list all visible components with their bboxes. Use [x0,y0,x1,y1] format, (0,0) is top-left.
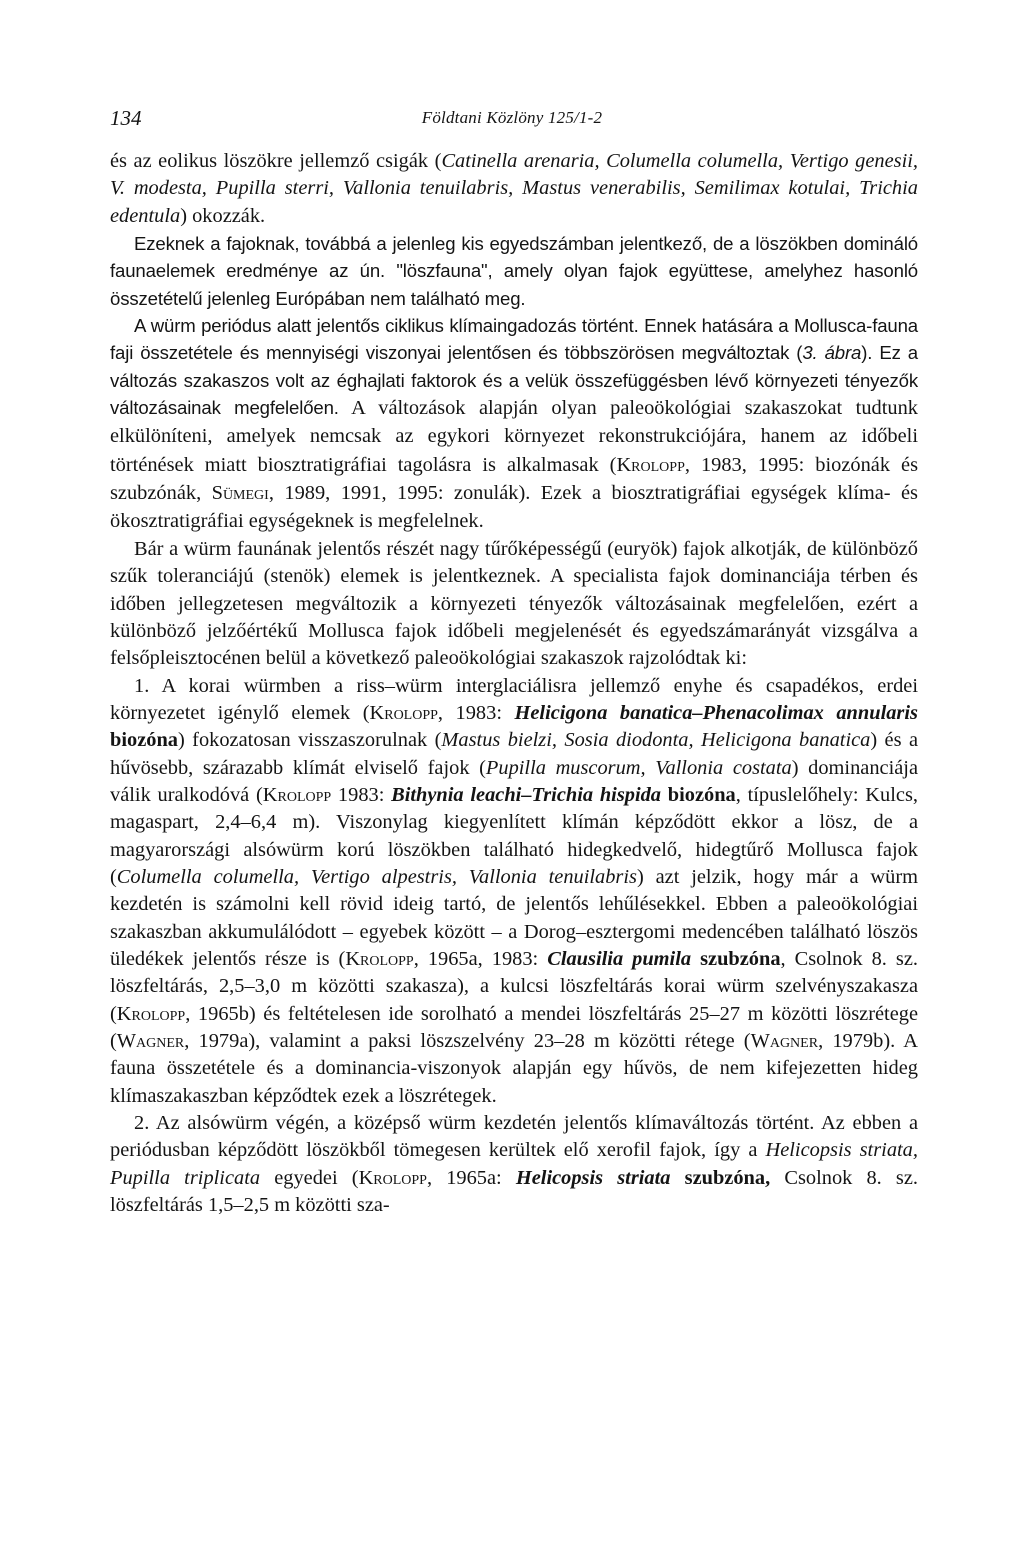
page-header [110,106,914,134]
text-run: Wagner [116,1030,185,1052]
text-run: Krolopp [345,947,414,970]
paragraph [110,230,918,312]
text-run: egyedei ( [260,1166,359,1189]
text-run: Helicopsis striata, Pupilla triplicata [110,1139,918,1189]
text-run: 3. ábra [802,342,862,364]
text-run: szubzóna, [670,1166,771,1189]
text-run: Krolopp [116,1002,186,1025]
body-text [110,148,918,1219]
text-run: ). Ez a változás szakaszos volt az éghajlati faktorok és a velük összefüggésben lévő környezeti tényezők változásainak megfelelően. [110,342,918,419]
text-run: Krolopp [616,453,685,476]
text-run: Wagner [750,1030,819,1052]
text-run: ) és a hűvösebb, szárazabb klímát elviselő fajok ( [110,729,918,779]
text-run: 1. A korai würmben a riss–würm interglaciálisra jellemző enyhe és csapadékos, erdei környezetet igénylő elemek ( [110,674,918,724]
text-run: 1983: [331,783,392,806]
text-run: Krolopp [358,1166,427,1189]
text-run: ) azt jelzik, hogy már a würm kezdetén is számolni kell rövid ideig tartó, de jelentős lehűlésekkel. Ebben a paleoökológiai szakaszban akkumulálódott – egyebek között – a Dorog–esztergomi medencében található löszös üledékek jelentős része is ( [110,865,919,970]
text-run: és az eolikus löszökre jellemző csigák ( [110,150,442,172]
text-run: , 1979a), valamint a paksi löszszelvény 23–28 m közötti rétege ( [184,1030,751,1052]
text-run: , 1989, 1991, 1995: zonulák). Ezek a biosztratigráfiai egységek klíma- és ökosztratigráfiai egységeknek is megfelelnek. [110,482,918,533]
text-run: A würm periódus alatt jelentős ciklikus klímaingadozás történt. Ennek hatására a Mollusca-fauna faji összetétele és mennyiségi viszonyai jelentősen és többszörösen megváltoztak ( [110,315,918,364]
text-run: Pupilla muscorum, Vallonia costata [485,756,792,779]
text-run: Clausilia pumila [547,947,692,970]
journal-title: Földtani Közlöny 125/1-2 [421,108,603,127]
text-run: Bithynia leachi–Trichia hispida [391,783,662,806]
text-run: Helicigona banatica–Phenacolimax annularis [514,701,918,724]
text-run: biozóna [661,783,736,806]
text-run: ) fokozatosan visszaszorulnak ( [177,729,442,752]
paragraph [110,673,918,1111]
text-run: , 1965a: [426,1166,516,1189]
text-run: , Csolnok 8. sz. löszfeltárás, 2,5–3,0 m közötti szakasza), a kulcsi löszfeltárás korai würm szelvényszakasza ( [110,947,918,1025]
text-run: Columella columella, Vertigo alpestris, Vallonia tenuilabris [116,865,637,888]
text-run: 2. Az alsówürm végén, a középső würm kezdetén jelentős klímaváltozás történt. Az ebben a periódusban képződött löszökből tömegesen kerültek elő xerofil fajok, így a [110,1112,918,1162]
text-run: Sümegi [211,482,269,505]
text-run: szubzóna [691,947,781,970]
text-run: biozóna [110,729,178,752]
text-run: Krolopp [369,701,438,724]
text-run: ) okozzák. [180,204,266,227]
text-run: Csolnok 8. sz. löszfeltárás 1,5–2,5 m közötti sza- [110,1166,918,1217]
text-run: A változások alapján olyan paleoökológiai szakaszokat tudtunk elkülöníteni, amelyek nemcsak az egykori környezet rekonstrukciójára, hanem az időbeli történések miatt biosztratigráfiai tagolásra is alkalmasak ( [110,397,918,476]
text-run: , típuslelőhely: Kulcs, magaspart, 2,4–6,4 m). Viszonylag kiegyenlített klímán képződött ekkor a lösz, de a magyarországi alsówürm korú löszökben található hidegkedvelő, hidegtűrő Mollusca fajok ( [110,783,918,888]
text-run: Mastus bielzi, Sosia diodonta, Helicigona banatica [441,729,871,752]
text-run: , 1983: [437,701,515,724]
text-run: ) dominanciája válik uralkodóvá ( [110,756,918,806]
text-run: , 1983, 1995: biozónák és szubzónák, [110,453,918,505]
paragraph [110,148,918,230]
text-run: Ezeknek a fajoknak, továbbá a jelenleg kis egyedszámban jelentkező, de a löszökben domináló faunaelemek eredménye az ún. "löszfauna", amely olyan fajok együttese, amelyhez hasonló összetételű jelenleg Európában nem található meg. [110,233,918,309]
paragraph [110,536,918,673]
text-run: , 1965b) és feltételesen ide sorolható a mendei löszfeltárás 25–27 m közötti löszrétege ( [110,1002,918,1052]
text-run: Bár a würm faunának jelentős részét nagy tűrőképességű (euryök) fajok alkotják, de különböző szűk toleranciájú (stenök) elemek is jelentkeznek. A specialista fajok dominanciája térben és időben jellegzetesen megváltozik a környezeti tényezők változásainak megfelelően, ezért a különböző jelzőértékű Mollusca fajok időbeli megjelenését és egyedszámarányát vizsgálva a felsőpleisztocénen belül a következő paleoökológiai szakaszok rajzolódtak ki: [110,537,918,670]
text-run: Krolopp [262,783,332,806]
paragraph [110,1110,918,1219]
paragraph [110,312,918,536]
text-run: Helicopsis striata [515,1166,671,1189]
text-run: Catinella arenaria, Columella columella, Vertigo genesii, V. modesta, Pupilla sterri, Vallonia tenuilabris, Mastus venerabilis, Semilimax kotulai, Trichia edentula [110,150,918,227]
text-run: , 1979b). A fauna összetétele és a dominancia-viszonyok alapján egy hűvös, de nem kifejezetten hideg klímaszakaszban képződtek ezek a löszrétegek. [110,1030,918,1107]
text-run: , 1965a, 1983: [413,947,548,970]
page-number: 134 [110,106,142,130]
